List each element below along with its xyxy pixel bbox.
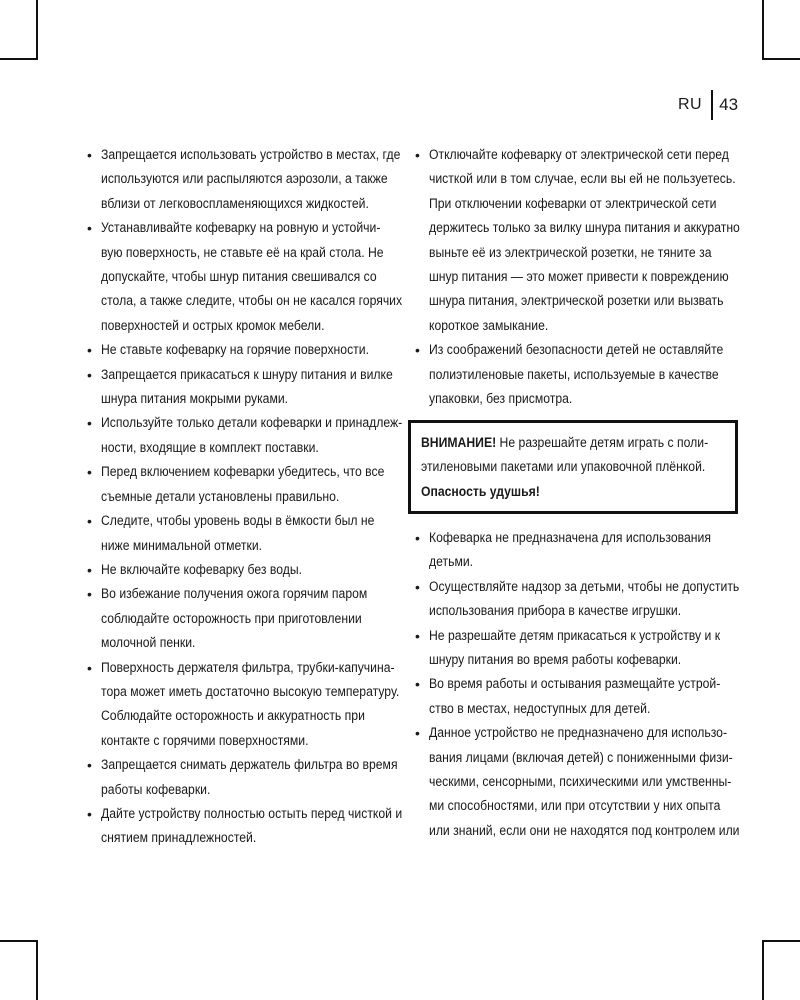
crop-mark (762, 0, 764, 60)
crop-mark (762, 940, 764, 1000)
list-item-line: • Следите, чтобы уровень воды в ёмкости был не (101, 513, 375, 530)
list-item-line: • Запрещается прикасаться к шнуру питания и вилке (101, 366, 393, 383)
list-item-line: работы кофеварки. (101, 781, 211, 798)
warning-text: этиленовыми пакетами или упаковочной плёнкой. (421, 459, 706, 476)
list-item-line: • Осуществляйте надзор за детьми, чтобы не допустить (429, 578, 740, 595)
list-item-line: допускайте, чтобы шнур питания свешивался со (101, 269, 377, 286)
list-item-line: используются или распыляются аэрозоли, а также (101, 171, 388, 188)
list-item (413, 672, 739, 721)
list-item-line: • Устанавливайте кофеварку на ровную и устойчи- (101, 220, 381, 237)
list-item-line: ческими, сенсорными, психическими или умственны- (429, 774, 732, 791)
language-code: RU (678, 96, 703, 113)
list-item (413, 143, 739, 338)
right-column-bottom (413, 526, 739, 843)
list-item-line: ство в местах, недоступных для детей. (429, 700, 651, 717)
list-item-line: • Во время работы и остывания размещайте устрой- (429, 676, 721, 693)
list-item-line: держитесь только за вилку шнура питания и аккуратно (429, 220, 740, 237)
list-item-line: • Поверхность держателя фильтра, трубки-капучина- (101, 659, 395, 676)
list-item-line: чисткой или в том случае, если вы ей не пользуетесь. (429, 171, 736, 188)
list-item-line: стола, а также следите, чтобы он не касался горячих (101, 293, 403, 310)
page-number: 43 (719, 95, 739, 114)
list-item-line: Соблюдайте осторожность и аккуратность при (101, 708, 365, 725)
list-item-line: снятием принадлежностей. (101, 830, 257, 847)
list-item (85, 460, 403, 509)
list-item-line: упаковки, без присмотра. (429, 391, 573, 408)
list-item-line: использования прибора в качестве игрушки. (429, 603, 682, 620)
right-bullet-list-top (413, 143, 739, 411)
list-item-line: ми способностями, или при отсутствии у них опыта (429, 798, 721, 815)
list-item-line: • Запрещается снимать держатель фильтра во время (101, 757, 398, 774)
list-item-line: вания лицами (включая детей) с пониженными физи- (429, 749, 733, 766)
list-item (85, 363, 403, 412)
list-item-line: полиэтиленовые пакеты, используемые в качестве (429, 366, 719, 383)
list-item-line: • Не включайте кофеварку без воды. (101, 561, 302, 578)
list-item-line: • Не ставьте кофеварку на горячие поверхности. (101, 342, 369, 359)
list-item (413, 624, 739, 673)
list-item-line: вую поверхность, не ставьте её на край стола. Не (101, 244, 384, 261)
list-item (85, 338, 403, 362)
list-item-line: • Данное устройство не предназначено для использо- (429, 725, 728, 742)
crop-mark (0, 940, 36, 942)
list-item-line: тора может иметь достаточно высокую температуру. (101, 683, 400, 700)
list-item-line: или знаний, если они не находятся под контролем или (429, 822, 740, 839)
list-item-line: шнура питания мокрыми руками. (101, 391, 289, 408)
list-item (85, 411, 403, 460)
list-item-line: шнура питания, электрической розетки или вызвать (429, 293, 724, 310)
list-item (413, 721, 739, 843)
list-item (85, 582, 403, 655)
list-item-line: соблюдайте осторожность при приготовлении (101, 610, 362, 627)
warning-label: ВНИМАНИЕ! (421, 435, 497, 451)
left-column (85, 143, 403, 851)
list-item-line: • Перед включением кофеварки убедитесь, что все (101, 464, 385, 481)
crop-mark (764, 940, 800, 942)
list-item-line: выньте её из электрической розетки, не тяните за (429, 244, 712, 261)
list-item-line: шнуру питания во время работы кофеварки. (429, 652, 682, 669)
list-item-line: • Кофеварка не предназначена для использования (429, 530, 711, 546)
list-item (85, 753, 403, 802)
list-item-line: • Не разрешайте детям прикасаться к устройству и к (429, 627, 721, 644)
right-column-top (413, 143, 739, 411)
list-item-line: молочной пенки. (101, 635, 196, 652)
list-item-line: детьми. (429, 554, 474, 571)
list-item (85, 558, 403, 582)
list-item-line: При отключении кофеварки от электрической сети (429, 195, 717, 212)
list-item-line: • Дайте устройству полностью остыть перед чисткой и (101, 805, 403, 822)
list-item (85, 216, 403, 338)
list-item-line: поверхностей и острых кромок мебели. (101, 317, 325, 334)
list-item-line: • Запрещается использовать устройство в местах, где (101, 147, 401, 163)
left-bullet-list (85, 143, 403, 851)
list-item-line: • Во избежание получения ожога горячим паром (101, 586, 368, 603)
warning-box (408, 420, 738, 514)
list-item (413, 575, 739, 624)
list-item-line: шнур питания — это может привести к повреждению (429, 269, 729, 286)
list-item-line: • Отключайте кофеварку от электрической сети перед (429, 147, 729, 163)
crop-mark (36, 940, 38, 1000)
list-item-line: вблизи от легковоспламеняющихся жидкостей. (101, 195, 369, 212)
crop-mark (0, 58, 36, 60)
list-item-line: короткое замыкание. (429, 317, 549, 334)
list-item-line: • Из соображений безопасности детей не оставляйте (429, 342, 724, 359)
page-header (678, 88, 738, 122)
crop-mark (36, 0, 38, 60)
warning-danger: Опасность удушья! (421, 483, 540, 500)
list-item-line: • Используйте только детали кофеварки и принадлеж- (101, 415, 403, 432)
list-item-line: контакте с горячими поверхностями. (101, 732, 309, 749)
crop-mark (764, 58, 800, 60)
list-item (413, 526, 739, 575)
list-item-line: ности, входящие в комплект поставки. (101, 439, 319, 456)
list-item (85, 656, 403, 754)
list-item (85, 143, 403, 216)
list-item-line: ниже минимальной отметки. (101, 537, 263, 554)
list-item-line: съемные детали установлены правильно. (101, 488, 340, 505)
list-item (85, 509, 403, 558)
warning-text: Не разрешайте детям играть с поли- (496, 435, 709, 451)
list-item (413, 338, 739, 411)
list-item (85, 802, 403, 851)
warning-line (421, 431, 709, 455)
right-bullet-list-bottom (413, 526, 739, 843)
header-divider (711, 90, 713, 120)
